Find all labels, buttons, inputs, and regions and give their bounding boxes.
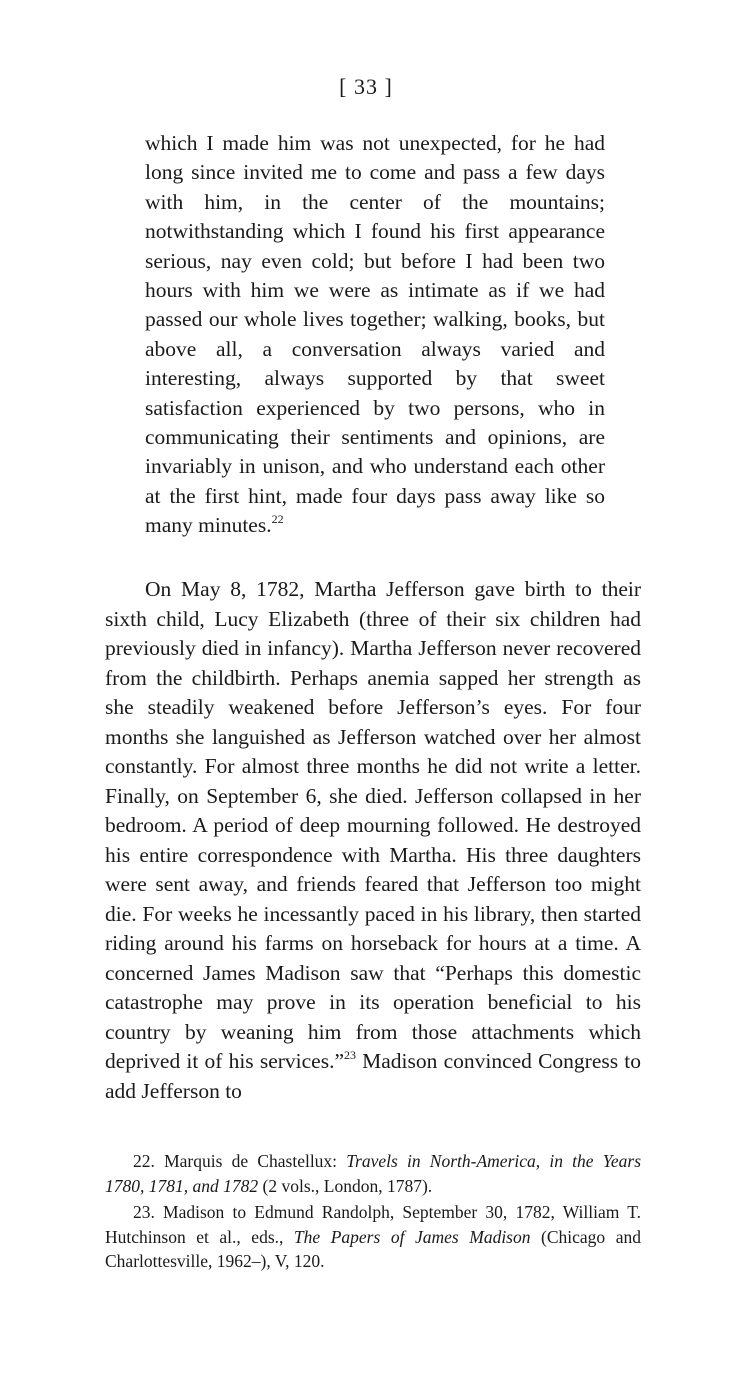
footnote-text: Madison to Edmund Randolph, September 30, 1782, William T. Hutchinson et al., eds.,: [105, 1202, 641, 1247]
footnote-marker-22: 22: [271, 512, 284, 527]
footnote-number: 23.: [133, 1202, 155, 1223]
body-paragraph-text: On May 8, 1782, Martha Jefferson gave birth to their sixth child, Lucy Elizabeth (three of their six children had previously died in infancy). Martha Jefferson never recovered from the childbirth. Perhaps anemia sapped her strength as she steadily weakened before Jefferson’s eyes. For four months she languished as Jefferson watched over her almost constantly. For almost three months he did not write a letter. Finally, on September 6, she died. Jefferson collapsed in her bedroom. A period of deep mourning followed. He destroyed his entire correspondence with Martha. His three daughters were sent away, and friends feared that Jefferson too might die. For weeks he incessantly paced in his library, then started riding around his farms on horseback for hours at a time. A concerned James Madison saw that “Perhaps this domestic catastrophe may prove in its operation beneficial to his country by weaning him from those attachments which deprived it of his services.”: [105, 577, 641, 1073]
footnote-text: Marquis de Chastellux:: [154, 1151, 347, 1171]
body-paragraph: [105, 575, 641, 1106]
page-number: [ 33 ]: [339, 74, 393, 99]
footnote-title: The Papers of James Madison: [293, 1226, 531, 1247]
footnote-marker-23: 23: [343, 1048, 356, 1062]
footnote-23: [105, 1200, 641, 1274]
footnote-title: Travels in North-America, in the Years 1780, 1781, and 1782: [105, 1151, 641, 1196]
footnote-number: 22.: [133, 1151, 155, 1171]
footnote-22: [105, 1149, 641, 1198]
block-quote: [145, 129, 605, 541]
body-paragraph-continuation: Madison convinced Congress to add Jefferson to: [105, 1049, 641, 1103]
block-quote-text: which I made him was not unexpected, for he had long since invited me to come and pass a few days with him, in the center of the mountains; notwithstanding which I found his first appearance serious, nay even cold; but before I had been two hours with him we were as intimate as if we had passed our whole lives together; walking, books, but above all, a conversation always varied and interesting, always supported by that sweet satisfaction experienced by two persons, who in communicating their sentiments and opinions, are invariably in unison, and who understand each other at the first hint, made four days pass away like so many minutes.: [145, 131, 605, 538]
footnote-text: (Chicago and Charlottesville, 1962–), V, 120.: [105, 1226, 641, 1272]
footnote-text: (2 vols., London, 1787).: [258, 1175, 433, 1196]
footnotes-section: [105, 1149, 641, 1276]
